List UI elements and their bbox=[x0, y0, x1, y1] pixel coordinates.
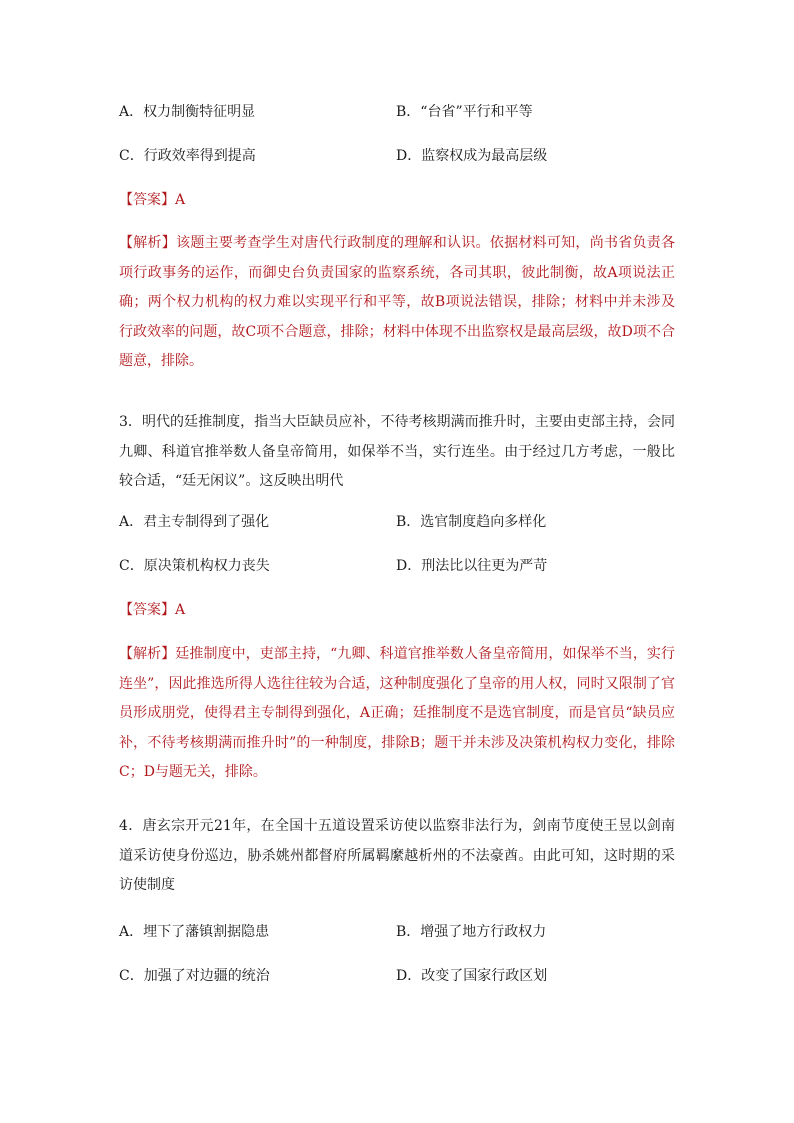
analysis-tag: 【解析】 bbox=[119, 646, 176, 662]
q4-option-b: B．增强了地方行政权力 bbox=[396, 924, 547, 940]
q2-answer bbox=[119, 190, 185, 210]
analysis-text: 廷推制度中，吏部主持，“九卿、科道官推举数人备皇帝简用，如保举不当，实行连坐”，因此推选所得人选往往较为合适，这种制度强化了皇帝的用人权，同时又限制了官员形成朋党，使得君主专制得到强化，A正确；廷推制度不是选官制度，而是官员“缺员应补，不待考核期满而推升时”的一种制度，排除B；题干并未涉及决策机构权力变化，排除C；D与题无关，排除。 bbox=[119, 646, 676, 780]
q3-option-a: A．君主专制得到了强化 bbox=[119, 514, 270, 530]
answer-value: A bbox=[175, 602, 186, 618]
q2-analysis bbox=[119, 229, 675, 377]
q3-option-c: C．原决策机构权力丧失 bbox=[119, 558, 270, 574]
q4-option-d: D．改变了国家行政区划 bbox=[396, 968, 548, 984]
answer-value: A bbox=[175, 192, 186, 208]
q3-answer bbox=[119, 600, 185, 620]
answer-tag: 【答案】 bbox=[119, 192, 175, 208]
answer-tag: 【答案】 bbox=[119, 602, 175, 618]
q2-option-a: A．权力制衡特征明显 bbox=[119, 104, 256, 120]
q3-option-d: D．刑法比以往更为严苛 bbox=[396, 558, 548, 574]
q2-option-c: C．行政效率得到提高 bbox=[119, 148, 256, 164]
q3-option-b: B．选官制度趋向多样化 bbox=[396, 514, 547, 530]
q3-stem: 3．明代的廷推制度，指当大臣缺员应补，不待考核期满而推升时，主要由吏部主持，会同九卿、科道官推举数人备皇帝简用，如保举不当，实行连坐。由于经过几方考虑，一般比较合适，“廷无闲议”。这反映出明代 bbox=[119, 414, 675, 489]
q4-option-c: C．加强了对边疆的统治 bbox=[119, 968, 270, 984]
q3-analysis bbox=[119, 640, 675, 788]
q4-stem: 4．唐玄宗开元21年，在全国十五道设置采访使以监察非法行为，剑南节度使王昱以剑南道采访使身份巡边，胁杀姚州都督府所属羁縻越析州的不法豪酋。由此可知，这时期的采访使制度 bbox=[119, 818, 675, 893]
analysis-text: 该题主要考查学生对唐代行政制度的理解和认识。依据材料可知，尚书省负责各项行政事务的运作，而御史台负责国家的监察系统，各司其职，彼此制衡，故A项说法正确；两个权力机构的权力难以实现平行和平等，故B项说法错误，排除；材料中并未涉及行政效率的问题，故C项不合题意，排除；材料中体现不出监察权是最高层级，故D项不合题意，排除。 bbox=[119, 235, 676, 369]
q4-option-a: A．埋下了藩镇割据隐患 bbox=[119, 924, 270, 940]
q2-option-b: B．“台省”平行和平等 bbox=[396, 104, 533, 120]
q2-option-d: D．监察权成为最高层级 bbox=[396, 148, 548, 164]
analysis-tag: 【解析】 bbox=[119, 235, 177, 251]
